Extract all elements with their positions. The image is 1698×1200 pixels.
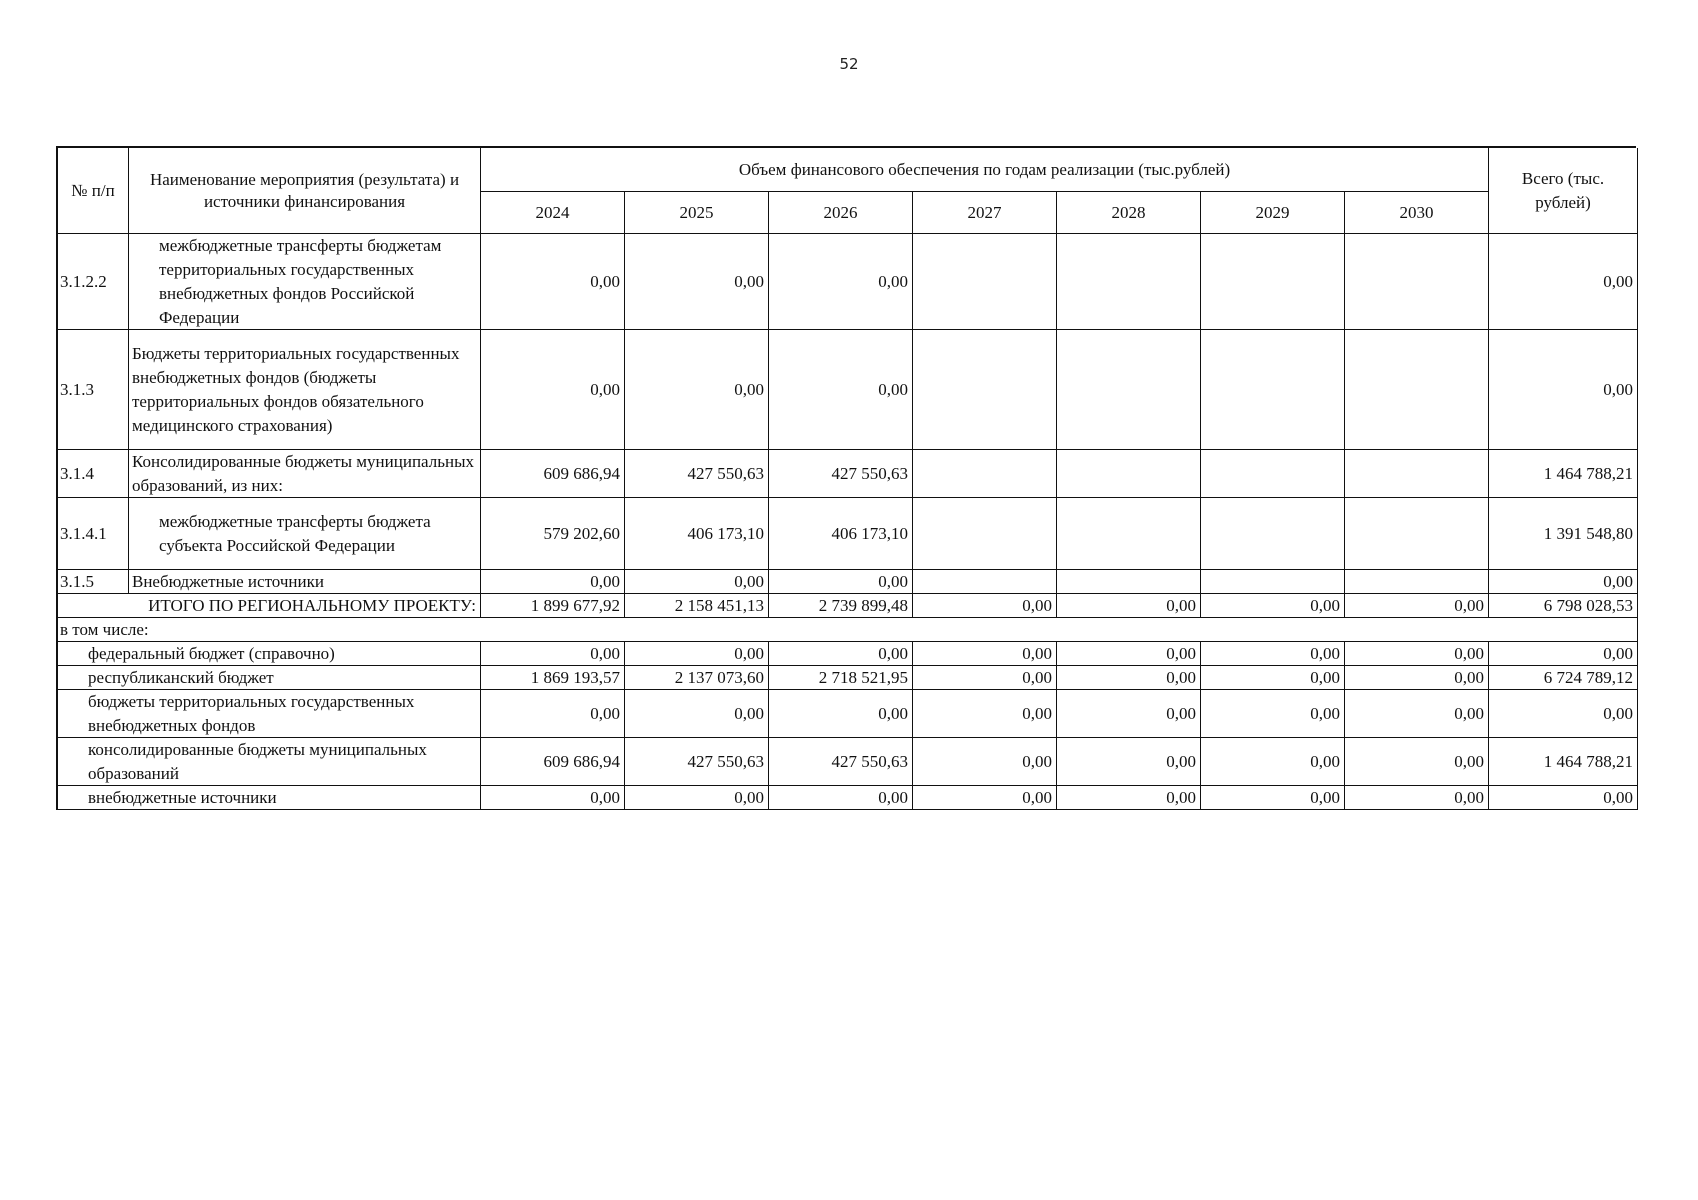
row-value: 0,00 bbox=[481, 234, 625, 330]
breakdown-value: 0,00 bbox=[1057, 690, 1201, 738]
row-value bbox=[1345, 570, 1489, 594]
itogo-value: 1 899 677,92 bbox=[481, 594, 625, 618]
itogo-value: 2 158 451,13 bbox=[625, 594, 769, 618]
table-grid bbox=[56, 148, 1636, 810]
row-value bbox=[1057, 450, 1201, 498]
row-number: 3.1.3 bbox=[58, 330, 129, 450]
row-number: 3.1.2.2 bbox=[58, 234, 129, 330]
header-year-2028: 2028 bbox=[1057, 192, 1201, 234]
breakdown-value: 0,00 bbox=[1201, 738, 1345, 786]
row-name: межбюджетные трансферты бюджетам территориальных государственных внебюджетных фондов Российской Федерации bbox=[129, 234, 481, 330]
row-value bbox=[1201, 330, 1345, 450]
breakdown-value: 0,00 bbox=[1345, 738, 1489, 786]
breakdown-name: бюджеты территориальных государственных внебюджетных фондов bbox=[58, 690, 481, 738]
breakdown-name: федеральный бюджет (справочно) bbox=[58, 642, 481, 666]
header-year-2026: 2026 bbox=[769, 192, 913, 234]
breakdown-value: 0,00 bbox=[1201, 666, 1345, 690]
breakdown-total: 0,00 bbox=[1489, 642, 1638, 666]
breakdown-value: 0,00 bbox=[481, 642, 625, 666]
row-value bbox=[1201, 570, 1345, 594]
breakdown-name: консолидированные бюджеты муниципальных образований bbox=[58, 738, 481, 786]
breakdown-value: 0,00 bbox=[913, 642, 1057, 666]
itogo-value: 0,00 bbox=[1345, 594, 1489, 618]
itogo-value: 2 739 899,48 bbox=[769, 594, 913, 618]
breakdown-value: 0,00 bbox=[481, 690, 625, 738]
breakdown-value: 0,00 bbox=[1345, 690, 1489, 738]
row-number: 3.1.5 bbox=[58, 570, 129, 594]
row-value: 406 173,10 bbox=[625, 498, 769, 570]
row-total: 1 391 548,80 bbox=[1489, 498, 1638, 570]
header-year-2024: 2024 bbox=[481, 192, 625, 234]
breakdown-value: 0,00 bbox=[1057, 666, 1201, 690]
v-tom-chisle-label: в том числе: bbox=[58, 618, 1638, 642]
itogo-value: 0,00 bbox=[1201, 594, 1345, 618]
breakdown-value: 0,00 bbox=[913, 738, 1057, 786]
row-value bbox=[1345, 498, 1489, 570]
row-value bbox=[1201, 234, 1345, 330]
row-value: 427 550,63 bbox=[625, 450, 769, 498]
breakdown-total: 6 724 789,12 bbox=[1489, 666, 1638, 690]
breakdown-value: 0,00 bbox=[625, 786, 769, 810]
breakdown-total: 1 464 788,21 bbox=[1489, 738, 1638, 786]
row-value bbox=[913, 450, 1057, 498]
row-value: 0,00 bbox=[769, 234, 913, 330]
row-value: 0,00 bbox=[625, 234, 769, 330]
breakdown-total: 0,00 bbox=[1489, 786, 1638, 810]
header-year-2027: 2027 bbox=[913, 192, 1057, 234]
row-name: Консолидированные бюджеты муниципальных образований, из них: bbox=[129, 450, 481, 498]
row-value bbox=[913, 498, 1057, 570]
row-number: 3.1.4.1 bbox=[58, 498, 129, 570]
breakdown-value: 0,00 bbox=[769, 786, 913, 810]
breakdown-value: 0,00 bbox=[1057, 738, 1201, 786]
row-value: 406 173,10 bbox=[769, 498, 913, 570]
row-value bbox=[1057, 498, 1201, 570]
row-total: 0,00 bbox=[1489, 570, 1638, 594]
row-value bbox=[1201, 498, 1345, 570]
row-value bbox=[1201, 450, 1345, 498]
row-value: 609 686,94 bbox=[481, 450, 625, 498]
itogo-total: 6 798 028,53 bbox=[1489, 594, 1638, 618]
row-value: 579 202,60 bbox=[481, 498, 625, 570]
breakdown-name: республиканский бюджет bbox=[58, 666, 481, 690]
row-name: Внебюджетные источники bbox=[129, 570, 481, 594]
breakdown-value: 0,00 bbox=[769, 690, 913, 738]
header-year-2029: 2029 bbox=[1201, 192, 1345, 234]
row-value: 0,00 bbox=[625, 330, 769, 450]
breakdown-value: 0,00 bbox=[1201, 642, 1345, 666]
row-value: 0,00 bbox=[769, 570, 913, 594]
header-name: Наименование мероприятия (результата) и источники финансирования bbox=[129, 148, 481, 234]
row-value: 0,00 bbox=[769, 330, 913, 450]
breakdown-total: 0,00 bbox=[1489, 690, 1638, 738]
breakdown-value: 0,00 bbox=[625, 642, 769, 666]
row-value bbox=[913, 330, 1057, 450]
breakdown-value: 2 718 521,95 bbox=[769, 666, 913, 690]
row-value: 0,00 bbox=[481, 330, 625, 450]
breakdown-value: 1 869 193,57 bbox=[481, 666, 625, 690]
row-value: 427 550,63 bbox=[769, 450, 913, 498]
financing-table bbox=[56, 146, 1636, 810]
row-name: межбюджетные трансферты бюджета субъекта Российской Федерации bbox=[129, 498, 481, 570]
breakdown-value: 0,00 bbox=[769, 642, 913, 666]
breakdown-value: 0,00 bbox=[1345, 666, 1489, 690]
breakdown-value: 0,00 bbox=[1057, 786, 1201, 810]
breakdown-value: 0,00 bbox=[625, 690, 769, 738]
header-num: № п/п bbox=[58, 148, 129, 234]
page-number: 52 bbox=[839, 55, 859, 73]
row-number: 3.1.4 bbox=[58, 450, 129, 498]
header-total: Всего (тыс. рублей) bbox=[1489, 148, 1638, 234]
breakdown-value: 0,00 bbox=[1057, 642, 1201, 666]
breakdown-value: 0,00 bbox=[1201, 690, 1345, 738]
breakdown-value: 609 686,94 bbox=[481, 738, 625, 786]
itogo-value: 0,00 bbox=[913, 594, 1057, 618]
breakdown-value: 0,00 bbox=[481, 786, 625, 810]
breakdown-value: 427 550,63 bbox=[625, 738, 769, 786]
row-value bbox=[1057, 330, 1201, 450]
row-total: 0,00 bbox=[1489, 330, 1638, 450]
breakdown-value: 0,00 bbox=[1201, 786, 1345, 810]
row-value bbox=[1345, 330, 1489, 450]
row-value bbox=[1345, 234, 1489, 330]
row-value: 0,00 bbox=[625, 570, 769, 594]
header-year-2025: 2025 bbox=[625, 192, 769, 234]
breakdown-value: 0,00 bbox=[1345, 642, 1489, 666]
breakdown-name: внебюджетные источники bbox=[58, 786, 481, 810]
row-total: 0,00 bbox=[1489, 234, 1638, 330]
breakdown-value: 0,00 bbox=[913, 690, 1057, 738]
row-value bbox=[1057, 234, 1201, 330]
row-value bbox=[1345, 450, 1489, 498]
row-total: 1 464 788,21 bbox=[1489, 450, 1638, 498]
itogo-value: 0,00 bbox=[1057, 594, 1201, 618]
row-value bbox=[913, 234, 1057, 330]
row-value bbox=[913, 570, 1057, 594]
row-value: 0,00 bbox=[481, 570, 625, 594]
header-volume: Объем финансового обеспечения по годам реализации (тыс.рублей) bbox=[481, 148, 1489, 192]
breakdown-value: 2 137 073,60 bbox=[625, 666, 769, 690]
itogo-label: ИТОГО ПО РЕГИОНАЛЬНОМУ ПРОЕКТУ: bbox=[58, 594, 481, 618]
row-value bbox=[1057, 570, 1201, 594]
breakdown-value: 0,00 bbox=[913, 786, 1057, 810]
row-name: Бюджеты территориальных государственных внебюджетных фондов (бюджеты территориальных фондов обязательного медицинского страхования) bbox=[129, 330, 481, 450]
breakdown-value: 0,00 bbox=[913, 666, 1057, 690]
breakdown-value: 0,00 bbox=[1345, 786, 1489, 810]
breakdown-value: 427 550,63 bbox=[769, 738, 913, 786]
header-year-2030: 2030 bbox=[1345, 192, 1489, 234]
